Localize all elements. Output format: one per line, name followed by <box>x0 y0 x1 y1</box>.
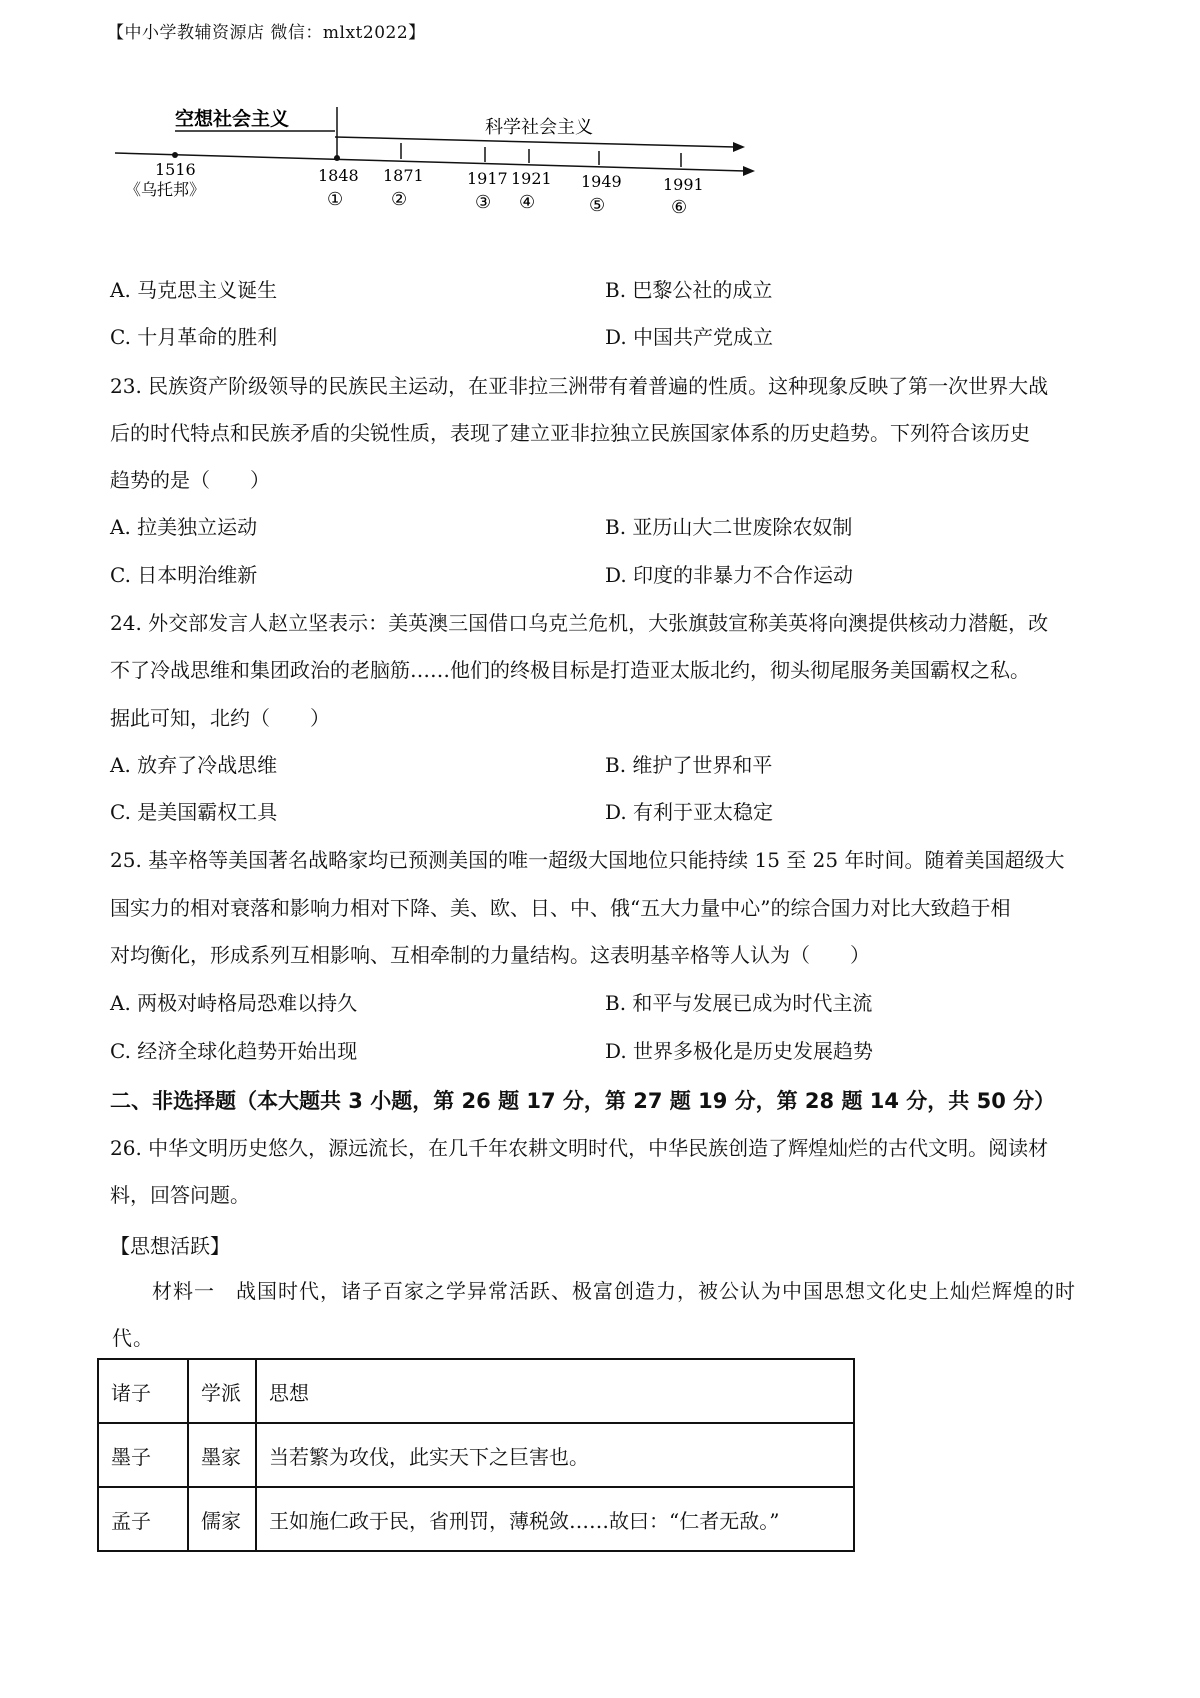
timeline-start-note: 《乌托邦》 <box>125 180 206 199</box>
q23-option-d: D. 印度的非暴力不合作运动 <box>605 563 854 587</box>
q26-material-line: 材料一 战国时代，诸子百家之学异常活跃、极富创造力，被公认为中国思想文化史上灿烂辉煌的时 <box>152 1279 1076 1303</box>
q22-option-d: D. 中国共产党成立 <box>605 325 774 349</box>
timeline-year: 1949 <box>581 172 622 191</box>
timeline-year: 1921 <box>511 169 552 188</box>
table-cell: 孟子 <box>98 1487 188 1551</box>
timeline-year: 1917 <box>467 169 508 188</box>
q23-stem-line: 趋势的是（ ） <box>110 468 270 492</box>
q23-option-a: A. 拉美独立运动 <box>110 515 258 539</box>
q24-option-d: D. 有利于亚太稳定 <box>605 800 774 824</box>
q23-stem-line: 23. 民族资产阶级领导的民族民主运动，在亚非拉三洲带有着普遍的性质。这种现象反映了第一次世界大战 <box>110 374 1049 398</box>
q24-stem-line: 据此可知，北约（ ） <box>110 706 330 730</box>
timeline-figure <box>105 95 765 220</box>
q25-stem-line: 国实力的相对衰落和影响力相对下降、美、欧、日、中、俄“五大力量中心”的综合国力对比大致趋于相 <box>110 896 1011 920</box>
table-row <box>98 1423 854 1487</box>
q25-option-a: A. 两极对峙格局恐难以持久 <box>110 991 358 1015</box>
timeline-point-1848 <box>318 155 359 210</box>
q23-option-c: C. 日本明治维新 <box>110 563 258 587</box>
q26-section-tag: 【思想活跃】 <box>110 1234 230 1258</box>
q24-option-c: C. 是美国霸权工具 <box>110 800 278 824</box>
table-cell: 墨子 <box>98 1423 188 1487</box>
q24-stem-line: 24. 外交部发言人赵立坚表示：美英澳三国借口乌克兰危机，大张旗鼓宣称美英将向澳提供核动力潜艇，改 <box>110 611 1049 635</box>
timeline-point-1921 <box>511 149 552 213</box>
table-cell: 王如施仁政于民，省刑罚，薄税敛……故曰：“仁者无敌。” <box>256 1487 854 1551</box>
timeline-point-1871 <box>383 143 424 210</box>
q24-option-b: B. 维护了世界和平 <box>605 753 773 777</box>
timeline-year: 1991 <box>663 175 704 194</box>
timeline-year: 1871 <box>383 166 424 185</box>
q26-material-line: 代。 <box>112 1326 154 1350</box>
timeline-point-1991 <box>663 153 704 218</box>
table-header-cell: 学派 <box>188 1359 256 1423</box>
q26-stem-line: 料，回答问题。 <box>110 1183 250 1207</box>
q25-option-b: B. 和平与发展已成为时代主流 <box>605 991 873 1015</box>
q26-stem-line: 26. 中华文明历史悠久，源远流长，在几千年农耕文明时代，中华民族创造了辉煌灿烂的古代文明。阅读材 <box>110 1136 1049 1160</box>
q25-stem-line: 对均衡化，形成系列互相影响、互相牵制的力量结构。这表明基辛格等人认为（ ） <box>110 943 870 967</box>
table-header-cell: 诸子 <box>98 1359 188 1423</box>
q23-stem-line: 后的时代特点和民族矛盾的尖锐性质，表现了建立亚非拉独立民族国家体系的历史趋势。下列符合该历史 <box>110 421 1030 445</box>
table-header-cell: 思想 <box>256 1359 854 1423</box>
q22-option-a: A. 马克思主义诞生 <box>110 278 278 302</box>
timeline-start-year: 1516 <box>155 160 196 179</box>
timeline-right-label: 科学社会主义 <box>485 117 593 138</box>
q24-stem-line: 不了冷战思维和集团政治的老脑筋……他们的终极目标是打造亚太版北约，彻头彻尾服务美国霸权之私。 <box>110 658 1030 682</box>
table-header-row <box>98 1359 854 1423</box>
table-cell: 当若繁为攻伐，此实天下之巨害也。 <box>256 1423 854 1487</box>
watermark-header: 【中小学教辅资源店 微信：mlxt2022】 <box>107 23 426 43</box>
q22-option-b: B. 巴黎公社的成立 <box>605 278 773 302</box>
q22-option-c: C. 十月革命的胜利 <box>110 325 278 349</box>
table-cell: 儒家 <box>188 1487 256 1551</box>
timeline-mark: ⑤ <box>589 195 606 216</box>
q25-stem-line: 25. 基辛格等美国著名战略家均已预测美国的唯一超级大国地位只能持续 15 至 25 年时间。随着美国超级大 <box>110 848 1065 872</box>
timeline-year: 1848 <box>318 166 359 185</box>
timeline-mark: ② <box>391 189 408 210</box>
table-cell: 墨家 <box>188 1423 256 1487</box>
timeline-point-1949 <box>581 151 622 216</box>
q25-option-c: C. 经济全球化趋势开始出现 <box>110 1039 358 1063</box>
timeline-mark: ① <box>327 189 344 210</box>
timeline-mark: ③ <box>475 192 492 213</box>
material-table <box>97 1358 855 1552</box>
timeline-mark: ⑥ <box>671 197 688 218</box>
q25-option-d: D. 世界多极化是历史发展趋势 <box>605 1039 874 1063</box>
section-heading: 二、非选择题（本大题共 3 小题，第 26 题 17 分，第 27 题 19 分，第 28 题 14 分，共 50 分） <box>110 1089 1056 1113</box>
timeline-mark: ④ <box>519 192 536 213</box>
table-row <box>98 1487 854 1551</box>
q23-option-b: B. 亚历山大二世废除农奴制 <box>605 515 853 539</box>
timeline-point-1917 <box>467 147 508 213</box>
q24-option-a: A. 放弃了冷战思维 <box>110 753 278 777</box>
timeline-left-label: 空想社会主义 <box>175 108 290 130</box>
